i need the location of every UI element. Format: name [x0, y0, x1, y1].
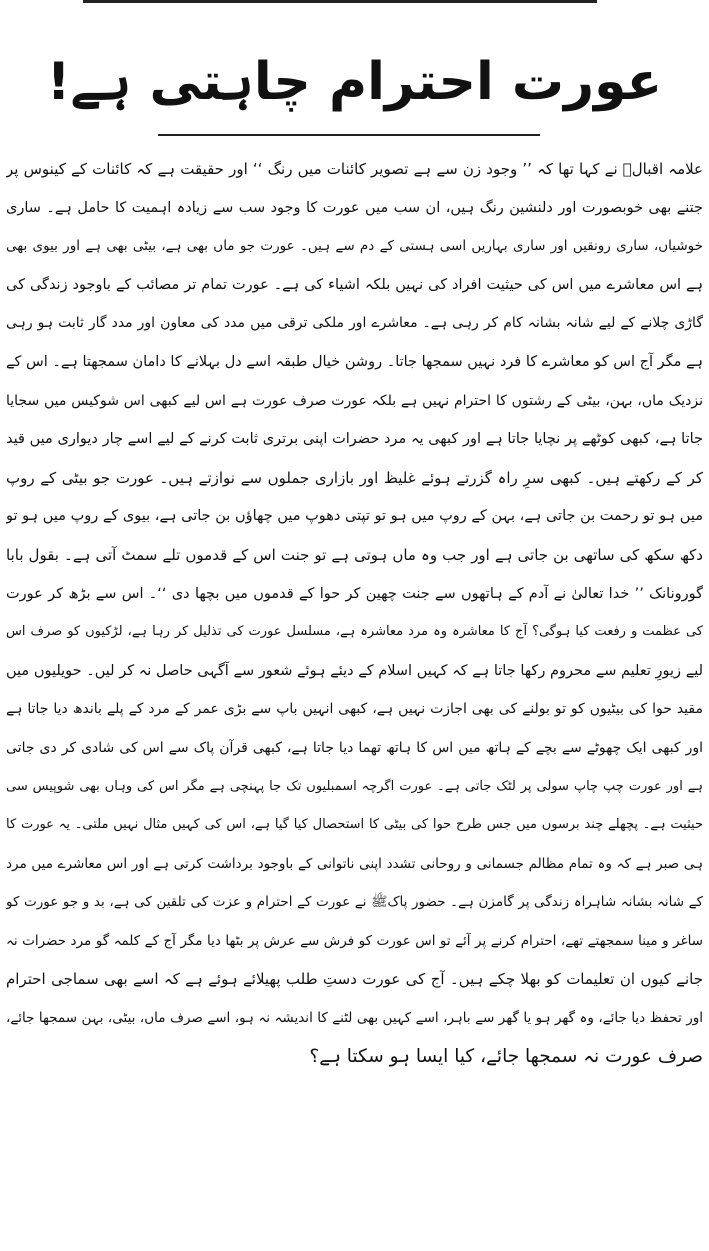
article-line: گاڑی چلانے کے لیے شانہ بشانہ کام کر رہی ہے۔ معاشرے اور ملکی ترقی میں مدد کی معاون اور مدد گار ثابت ہو رہی	[6, 315, 703, 332]
article-body	[6, 150, 703, 1076]
article-title: عورت احترام چاہتی ہے!	[46, 52, 663, 112]
article-line: علامہ اقبالؒ نے کہا تھا کہ ’’ وجود زن سے ہے تصویر کائنات میں رنگ ‘‘ اور حقیقت ہے کہ کائنات کے کینوس پر	[6, 160, 703, 178]
article-line: اور تحفظ دیا جائے، وہ گھر ہو یا گھر سے باہر، اسے کہیں بھی لٹنے کا اندیشہ نہ ہو، اسے صرف ماں، بیٹی، بہن سمجھا جائے،	[6, 1010, 703, 1027]
article-line: اور کبھی ایک چھوٹے سے بچے کے ہاتھ میں اس کا ہاتھ تھما دیا جاتا ہے، کبھی قرآن پاک سے اس کی شادی کر دی جاتی	[6, 739, 703, 756]
title-underline	[158, 134, 540, 136]
article-line: جاتا ہے، کبھی کوٹھے پر نچایا جاتا ہے اور کبھی یہ مرد حضرات اپنی برتری ثابت کرنے کے لیے اسے چار دیواری میں قید	[6, 431, 703, 448]
article-line: کر کے رکھتے ہیں۔ کبھی سرِ راہ گزرتے ہوئے غلیظ اور بازاری جملوں سے نوازتے ہیں۔ عورت جو بیٹی کے روپ	[6, 468, 703, 487]
article-line: ہے اس معاشرے میں اس کی حیثیت افراد کی نہیں بلکہ اشیاء کی ہے۔ عورت تمام تر مصائب کے باوجود زندگی کی	[6, 276, 703, 293]
article-line: صرف عورت نہ سمجھا جائے، کیا ایسا ہو سکتا ہے؟	[309, 1045, 703, 1067]
article-line: لیے زیورِ تعلیم سے محروم رکھا جاتا ہے کہ کہیں اسلام کے دیئے ہوئے شعور سے آگہی حاصل نہ کر لیں۔ حویلیوں میں	[6, 662, 703, 679]
top-rule	[83, 0, 597, 3]
article-line: خوشیاں، ساری رونقیں اور ساری بہاریں اسی ہستی کے دم سے ہیں۔ عورت جو ماں بھی ہے، بیٹی بھی ہے اور بیوی بھی	[6, 238, 703, 255]
article-line: جتنے بھی خوبصورت اور دلنشین رنگ ہیں، ان سب میں عورت کا وجود سب سے زیادہ اہمیت کا حامل ہے۔ ساری	[6, 199, 703, 216]
article-line: حیثیت ہے۔ پچھلے چند برسوں میں جس طرح حوا کی بیٹی کا استحصال کیا گیا ہے، اس کی کہیں مثال نہیں ملتی۔ یہ عورت کا	[6, 817, 703, 833]
article-line: ہے مگر آج اس کو معاشرے کا فرد نہیں سمجھا جاتا۔ روشن خیال طبقہ اسے دل بہلانے کا دامان سمجھتا ہے۔ اس کے	[6, 353, 703, 370]
article-line: ہے اور عورت چپ چاپ سولی پر لٹک جاتی ہے۔ عورت اگرچہ اسمبلیوں تک جا پہنچی ہے مگر اس کی وہاں بھی شوپیس سی	[6, 778, 703, 794]
article-line: میں ہو تو رحمت بن جاتی ہے، بہن کے روپ میں ہو تو تپتی دھوپ میں چھاؤں بن جاتی ہے، بیوی کے روپ میں ہو تو	[6, 508, 703, 525]
article-line: ساغر و مینا سمجھتے تھے، احترام کرنے پر آئے تو اس عورت کو فرش سے عرش پر بٹھا دیا مگر آج کے کلمہ گو مرد حضرات نہ	[6, 932, 703, 949]
article-line: دکھ سکھ کی ساتھی بن جاتی ہے اور جب وہ ماں ہوتی ہے تو جنت اس کے قدموں تلے سمٹ آتی ہے۔ بقول بابا	[6, 545, 703, 564]
article-line: مقید حوا کی بیٹیوں کو تو بولنے کی بھی اجازت نہیں ہے، کبھی انہیں باپ سے بڑی عمر کے مرد کے پلے باندھ دیا جاتا ہے	[6, 701, 703, 718]
article-line: کی عظمت و رفعت کیا ہوگی؟ آج کا معاشرہ وہ مرد معاشرہ ہے، مسلسل عورت کی تذلیل کر رہا ہے، لڑکیوں کو صرف اس	[6, 624, 703, 640]
article-line: کے شانہ بشانہ شاہراہ زندگی پر گامزن ہے۔ حضور پاکﷺ نے عورت کے احترام و عزت کی تلقین کی ہے، بد و جو عورت کو	[6, 894, 703, 911]
article-line: گورونانک ’’ خدا تعالیٰ نے آدم کے ہاتھوں سے جنت چھین کر حوا کے قدموں میں بچھا دی ‘‘۔ اس سے بڑھ کر عورت	[6, 585, 703, 602]
article-line: ہی صبر ہے کہ وہ تمام مظالم جسمانی و روحانی تشدد اپنی ناتوانی کے باوجود برداشت کرتی ہے اور اس معاشرے میں مرد	[6, 855, 703, 872]
article-line: جانے کیوں ان تعلیمات کو بھلا چکے ہیں۔ آج کی عورت دستِ طلب پھیلائے ہوئے ہے کہ اسے بھی سماجی احترام	[6, 970, 703, 989]
article-line: نزدیک ماں، بہن، بیٹی کے رشتوں کا احترام نہیں ہے بلکہ عورت صرف عورت ہے اس لیے کبھی اس شوکیس میں سجایا	[6, 392, 703, 409]
